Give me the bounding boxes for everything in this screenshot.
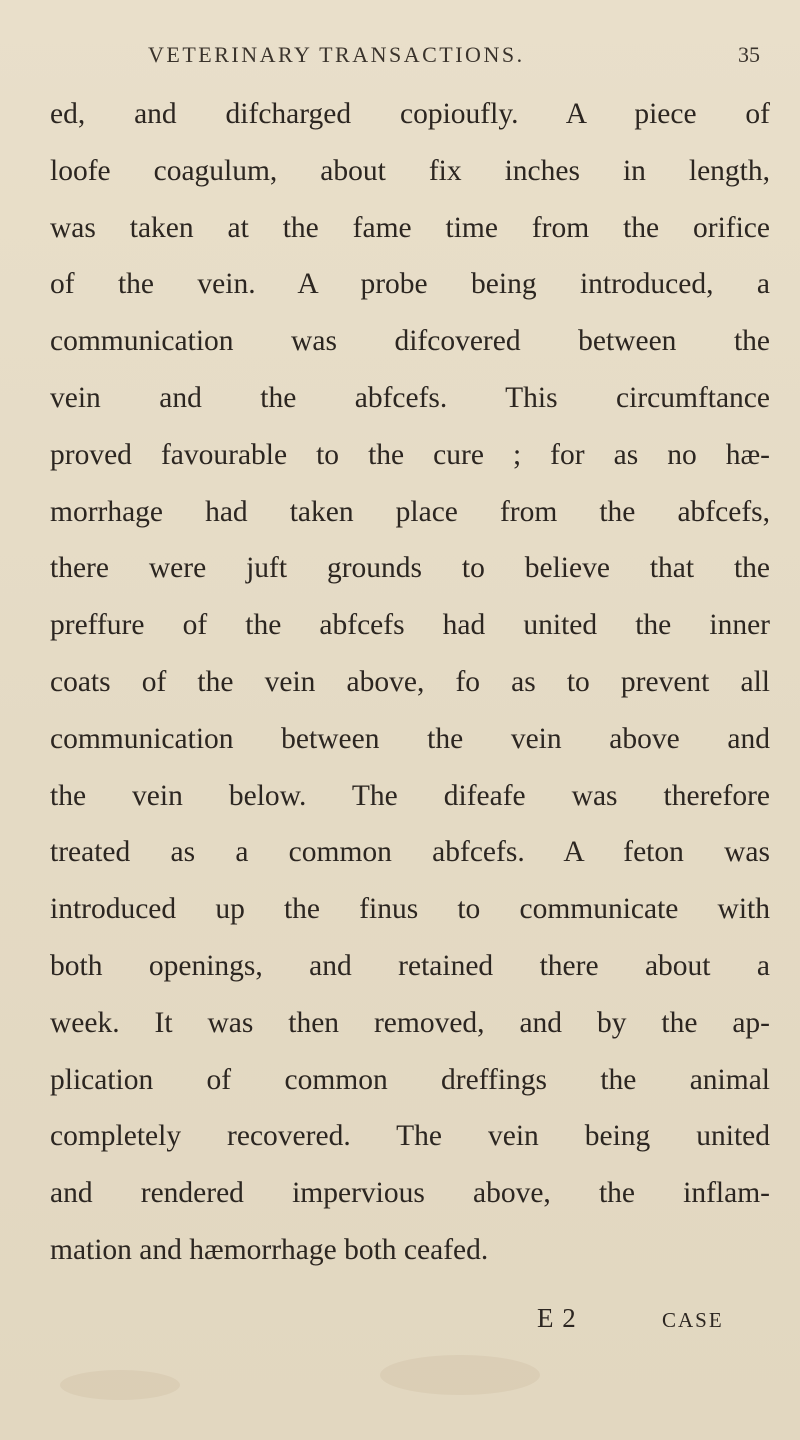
body-text — [50, 86, 770, 1279]
signature-mark: E 2 — [537, 1303, 577, 1333]
text-line: ed, and difcharged copioufly. A piece of — [50, 98, 770, 130]
text-line: communication was difcovered between the — [50, 325, 770, 358]
catchword: CASE — [662, 1308, 724, 1332]
page-number: 35 — [738, 42, 760, 67]
running-head: VETERINARY TRANSACTIONS. — [148, 42, 525, 67]
text-line: introduced up the finus to communicate with — [50, 893, 770, 926]
text-line: was taken at the fame time from the orifice — [50, 211, 770, 244]
text-line: the vein below. The difeafe was therefore — [50, 779, 770, 812]
text-line: vein and the abfcefs. This circumftance — [50, 381, 770, 414]
text-line: of the vein. A probe being introduced, a — [50, 268, 770, 301]
text-line: proved favourable to the cure ; for as no hæ- — [50, 438, 770, 471]
text-line: both openings, and retained there about a — [50, 949, 770, 982]
text-line: preffure of the abfcefs had united the inner — [50, 609, 770, 642]
text-line: treated as a common abfcefs. A feton was — [50, 836, 770, 869]
text-line: completely recovered. The vein being united — [50, 1120, 770, 1153]
paper-stain — [380, 1355, 540, 1395]
text-line: morrhage had taken place from the abfcefs, — [50, 495, 770, 528]
text-line: week. It was then removed, and by the ap- — [50, 1006, 770, 1039]
text-line: and rendered impervious above, the inflam- — [50, 1177, 770, 1210]
text-line: communication between the vein above and — [50, 722, 770, 755]
text-line: loofe coagulum, about fix inches in length, — [50, 154, 770, 187]
text-line: mation and hæmorrhage both ceafed. — [50, 1233, 489, 1266]
text-line: there were juft grounds to believe that the — [50, 552, 770, 585]
text-line: plication of common dreffings the animal — [50, 1063, 770, 1096]
paper-stain — [60, 1370, 180, 1400]
text-line: coats of the vein above, fo as to prevent all — [50, 665, 770, 698]
